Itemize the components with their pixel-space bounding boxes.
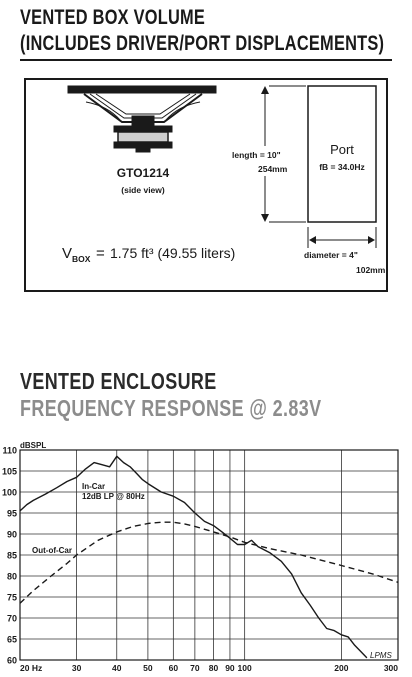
box-volume-title: VENTED BOX VOLUME [20, 6, 206, 29]
enclosure-title: VENTED ENCLOSURE [20, 368, 217, 394]
y-tick-label: 95 [6, 508, 17, 519]
y-tick-label: 110 [2, 445, 17, 456]
x-tick-label: 300 [383, 663, 398, 673]
box-volume-subtitle: (INCLUDES DRIVER/PORT DISPLACEMENTS) [20, 32, 385, 55]
y-tick-label: 65 [6, 634, 17, 645]
x-tick-label: 60 [168, 663, 179, 673]
x-tick-label: 100 [237, 663, 252, 673]
port-title: Port [330, 142, 354, 157]
y-tick-label: 80 [6, 571, 17, 582]
vbox-symbol: V [62, 245, 73, 262]
driver-flange [68, 86, 216, 93]
in-car-note: 12dB LP @ 80Hz [82, 492, 145, 501]
x-tick-label: 30 [71, 663, 82, 673]
vbox-equals: = [96, 245, 105, 262]
chart-watermark: LPMS [370, 651, 392, 660]
x-tick-label: 40 [112, 663, 122, 673]
vbox-formula [62, 245, 235, 264]
length-mm: 254mm [258, 164, 288, 174]
in-car-label: In-Car [82, 482, 106, 491]
in-car-curve [20, 456, 367, 658]
y-tick-label: 90 [6, 529, 17, 540]
y-tick-label: 70 [6, 613, 17, 624]
y-tick-label: 75 [6, 592, 17, 603]
driver-top-plate [114, 126, 172, 132]
enclosure-drawing [26, 80, 386, 290]
driver-side-view [68, 86, 216, 152]
y-tick-label: 105 [1, 466, 17, 477]
vbox-value: 1.75 ft³ (49.55 liters) [110, 245, 236, 261]
diameter-mm: 102mm [356, 265, 386, 275]
frequency-response-chart [0, 427, 412, 677]
driver-model-label: GTO1214 [116, 166, 170, 180]
x-tick-label: 90 [225, 663, 235, 673]
x-tick-label: 50 [143, 663, 153, 673]
enclosure-diagram [24, 78, 388, 292]
y-axis-label: dBSPL [20, 441, 47, 450]
y-tick-label: 100 [1, 487, 17, 498]
x-tick-labels [20, 663, 398, 673]
diameter-inches: diameter = 4" [304, 250, 358, 260]
title-underline [20, 59, 392, 61]
x-tick-label: 70 [190, 663, 200, 673]
diameter-dimension [308, 227, 376, 248]
driver-view-label: (side view) [121, 185, 165, 195]
out-of-car-label: Out-of-Car [32, 546, 72, 555]
length-inches: length = 10" [232, 150, 281, 160]
x-tick-label: 20 Hz [20, 663, 43, 673]
port-tuning: fB = 34.0Hz [319, 162, 365, 172]
y-tick-label: 60 [6, 655, 17, 666]
x-tick-label: 200 [334, 663, 349, 673]
frequency-response-title: FREQUENCY RESPONSE @ 2.83V [20, 395, 322, 421]
driver-pole [132, 116, 154, 126]
y-tick-label: 85 [6, 550, 17, 561]
driver-magnet [118, 132, 168, 142]
vbox-subscript: BOX [72, 254, 91, 264]
x-tick-label: 80 [208, 663, 219, 673]
driver-back-plate [114, 142, 172, 148]
y-tick-labels [2, 446, 17, 666]
